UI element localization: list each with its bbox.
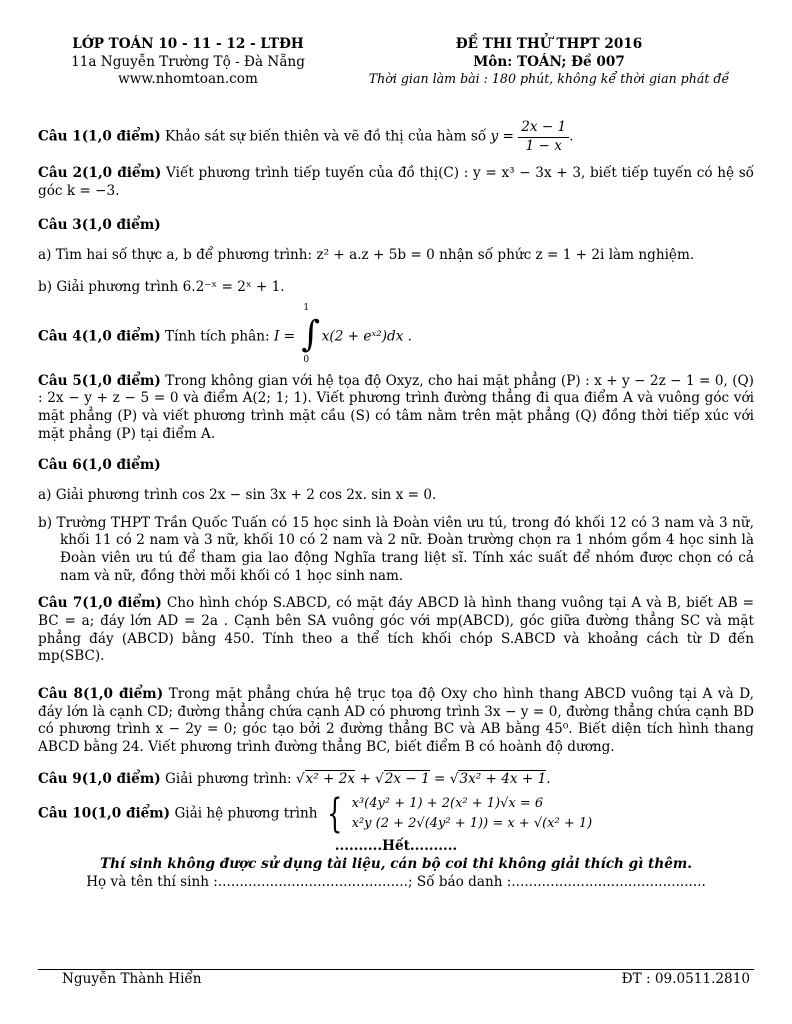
question-8 xyxy=(38,686,754,757)
equation-system xyxy=(322,791,593,838)
exam-note: Thí sinh không được sử dụng tài liệu, cán bộ coi thi không giải thích gì thêm. xyxy=(100,856,692,873)
q3-label: Câu 3(1,0 điểm) xyxy=(38,216,161,233)
question-4 xyxy=(38,302,754,367)
address: 11a Nguyễn Trường Tộ - Đà Nẵng xyxy=(71,53,305,70)
q9-label: Câu 9(1,0 điểm) xyxy=(38,770,161,787)
question-3 xyxy=(38,217,754,235)
question-1 xyxy=(38,119,754,155)
q9-root-2: 2x − 1 xyxy=(384,770,430,787)
question-2 xyxy=(38,165,754,200)
q9-text: Giải phương trình: xyxy=(164,770,292,787)
q8-text: Trong mặt phẳng chứa hệ trục tọa độ Oxy cho hình thang ABCD vuông tại A và D, đáy lớn là cạnh CD; đường thẳng chứa cạnh AD có phương trình 3x − y = 0, đường thẳng chứa cạnh BD có phương trình x − 2y = 0; góc tạo bởi 2 đường thẳng BC và AB bằng 45⁰. Biết diện tích hình thang ABCD bằng 24. Viết phương trình đường thẳng BC, biết điểm B có hoành độ dương. xyxy=(38,686,754,756)
header-right xyxy=(344,36,754,89)
q1-fraction xyxy=(518,119,569,155)
q4-integrand: x(2 + eˣ²)dx . xyxy=(321,328,413,345)
q10-text: Giải hệ phương trình xyxy=(174,805,318,822)
q1-denominator: 1 − x xyxy=(525,137,562,154)
q1-label: Câu 1(1,0 điểm) xyxy=(38,128,161,145)
question-10 xyxy=(38,791,754,838)
q7-text: Cho hình chóp S.ABCD, có mặt đáy ABCD là hình thang vuông tại A và B, biết AB = BC = a; đáy lớn AD = 2a . Cạnh bên SA vuông góc với mp(ABCD), góc giữa đường thẳng SC và mặt phẳng đáy (ABCD) bằng 450. Tính theo a thể tích khối chóp S.ABCD và khoảng cách từ D đến mp(SBC). xyxy=(38,595,755,665)
q5-text: Trong không gian với hệ tọa độ Oxyz, cho hai mặt phẳng (P) : x + y − 2z − 1 = 0, (Q) : 2x − y + z − 5 = 0 và điểm A(2; 1; 1). Viết phương trình đường thẳng đi qua điểm A và vuông góc với mặt phẳng (P) và viết phương trình mặt cầu (S) có tâm nằm trên mặt phẳng (Q) đồng thời tiếp xúc với mặt phẳng (P) tại điểm A. xyxy=(38,372,754,442)
website: www.nhomtoan.com xyxy=(118,71,258,88)
exam-subject: Môn: TOÁN; Đề 007 xyxy=(473,53,625,70)
q4-label: Câu 4(1,0 điểm) xyxy=(38,328,161,345)
class-title: LỚP TOÁN 10 - 11 - 12 - LTĐH xyxy=(72,36,304,52)
footer-phone: ĐT : 09.0511.2810 xyxy=(621,971,750,987)
q4-lhs: I = xyxy=(273,328,296,345)
q1-end: . xyxy=(569,128,574,145)
q10-label: Câu 10(1,0 điểm) xyxy=(38,805,171,822)
exam-title: ĐỀ THI THỬ THPT 2016 xyxy=(455,36,643,52)
header-left xyxy=(38,36,338,89)
system-line-1: x³(4y² + 1) + 2(x² + 1)√x = 6 xyxy=(351,796,544,812)
integral-upper: 1 xyxy=(303,302,310,313)
end-mark xyxy=(38,838,754,856)
q3-part-a: a) Tìm hai số thực a, b để phương trình: z² + a.z + 5b = 0 nhận số phức z = 1 + 2i làm nghiệm. xyxy=(38,247,695,264)
q1-numerator: 2x − 1 xyxy=(518,119,569,138)
brace-icon: { xyxy=(326,791,343,838)
q1-lhs: y = xyxy=(490,128,514,145)
q9-plus: + xyxy=(355,770,376,787)
q9-end: . xyxy=(546,770,551,787)
q5-label: Câu 5(1,0 điểm) xyxy=(38,372,161,389)
integral-sign: 1 ∫ 0 xyxy=(301,302,321,365)
header xyxy=(38,36,754,89)
exam-time: Thời gian làm bài : 180 phút, không kể thời gian phát đề xyxy=(368,71,730,87)
q9-equals: = xyxy=(429,770,450,787)
q6-part-a: a) Giải phương trình cos 2x − sin 3x + 2 cos 2x. sin x = 0. xyxy=(38,487,437,504)
question-7 xyxy=(38,595,754,666)
q1-text: Khảo sát sự biến thiên và vẽ đồ thị của hàm số xyxy=(164,128,487,145)
integral-lower: 0 xyxy=(303,354,310,365)
q9-root-1: x² + 2x xyxy=(305,770,356,787)
end-mark-text: ..........Hết.......... xyxy=(334,838,458,855)
q2-text: Viết phương trình tiếp tuyến của đồ thị(C) : y = x³ − 3x + 3, biết tiếp tuyến có hệ số góc k = −3. xyxy=(38,165,754,200)
footer-author: Nguyễn Thành Hiển xyxy=(62,971,202,987)
q4-text: Tính tích phân: xyxy=(164,328,270,345)
candidate-line: Họ và tên thí sinh :............................................; Số báo danh :............................................. xyxy=(86,873,706,890)
exam-page xyxy=(38,36,754,892)
q3-part-b: b) Giải phương trình 6.2⁻ˣ = 2ˣ + 1. xyxy=(38,279,285,296)
q9-root-3: 3x² + 4x + 1 xyxy=(459,770,547,787)
q6-part-b: b) Trường THPT Trần Quốc Tuấn có 15 học sinh là Đoàn viên ưu tú, trong đó khối 12 có 3 nam và 3 nữ, khối 11 có 2 nam và 3 nữ, khối 10 có 2 nam và 2 nữ. Đoàn trường chọn ra 1 nhóm gồm 4 học sinh là Đoàn viên ưu tú để tham gia lao động Nghĩa trang liệt sĩ. Tính xác suất để nhóm được chọn có cả nam và nữ, đồng thời mỗi khối có 1 học sinh nam. xyxy=(38,514,754,584)
q6-label: Câu 6(1,0 điểm) xyxy=(38,457,161,474)
q2-label: Câu 2(1,0 điểm) xyxy=(38,165,162,182)
system-line-2: x²y (2 + 2√(4y² + 1)) = x + √(x² + 1) xyxy=(351,816,593,832)
question-5 xyxy=(38,373,754,444)
question-9: Câu 9(1,0 điểm) Giải phương trình: √x² + 2x + √2x − 1 = √3x² + 4x + 1. xyxy=(38,770,551,787)
q7-label: Câu 7(1,0 điểm) xyxy=(38,595,162,612)
q8-label: Câu 8(1,0 điểm) xyxy=(38,686,164,703)
footer xyxy=(62,971,750,989)
footer-divider xyxy=(38,969,754,970)
question-6 xyxy=(38,457,754,475)
